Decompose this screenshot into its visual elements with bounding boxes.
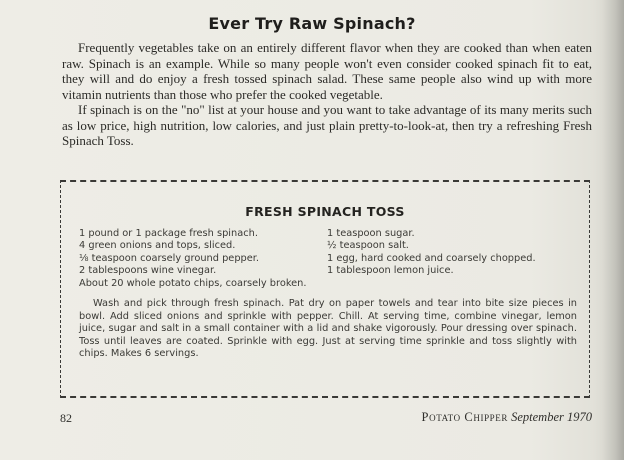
article-title: Ever Try Raw Spinach? — [208, 14, 416, 33]
recipe-box — [60, 180, 590, 398]
magazine-name: Potato Chipper — [421, 410, 508, 424]
issue-date: September 1970 — [511, 410, 592, 424]
page-number: 82 — [60, 411, 72, 425]
recipe-directions: Wash and pick through fresh spinach. Pat dry on paper towels and tear into bite size pieces in bowl. Add sliced onions and sprinkle with pepper. Chill. At serving time, combine vinegar, lemon juice, sugar and salt in a small container with a lid and shake vigorously. Pour dressing over spinach. Toss until leaves are coated. Sprinkle with egg. Just at serving time sprinkle and toss slightly with chips. Makes 6 servings. — [79, 298, 577, 359]
ingredient-row — [79, 240, 579, 252]
ingredient-item: ⅛ teaspoon coarsely ground pepper. — [79, 252, 260, 264]
recipe-title: FRESH SPINACH TOSS — [245, 204, 405, 219]
ingredient-item: 2 tablespoons wine vinegar. — [79, 265, 217, 277]
ingredient-row — [79, 228, 579, 240]
ingredient-item: ½ teaspoon salt. — [327, 240, 409, 252]
ingredient-item: 4 green onions and tops, sliced. — [79, 240, 236, 252]
intro-paragraph: Frequently vegetables take on an entirely different flavor when they are cooked than when eaten raw. Spinach is an example. While so many people won't even consider cooked spinach fit to eat, they will and do enjoy a fresh tossed spinach salad. These same people also wind up with more vitamin nutrients than those who prefer the cooked vegetable. — [62, 40, 592, 102]
ingredient-row — [79, 265, 579, 277]
ingredient-item: 1 pound or 1 package fresh spinach. — [79, 228, 258, 239]
ingredient-row — [79, 253, 579, 265]
ingredient-item: About 20 whole potato chips, coarsely broken. — [79, 277, 307, 289]
page-binding-shadow — [602, 0, 624, 460]
ingredient-item: 1 tablespoon lemon juice. — [327, 265, 454, 277]
publication-credit — [422, 410, 592, 425]
ingredient-item: 1 teaspoon sugar. — [327, 228, 415, 239]
ingredient-item: 1 egg, hard cooked and coarsely chopped. — [327, 252, 536, 264]
ingredient-list — [79, 228, 579, 290]
intro-paragraph: If spinach is on the "no" list at your house and you want to take advantage of its many merits such as low price, high nutrition, low calories, and just plain pretty-to-look-at, then try a refreshing Fresh Spinach Toss. — [62, 102, 592, 148]
article-intro — [62, 40, 592, 149]
